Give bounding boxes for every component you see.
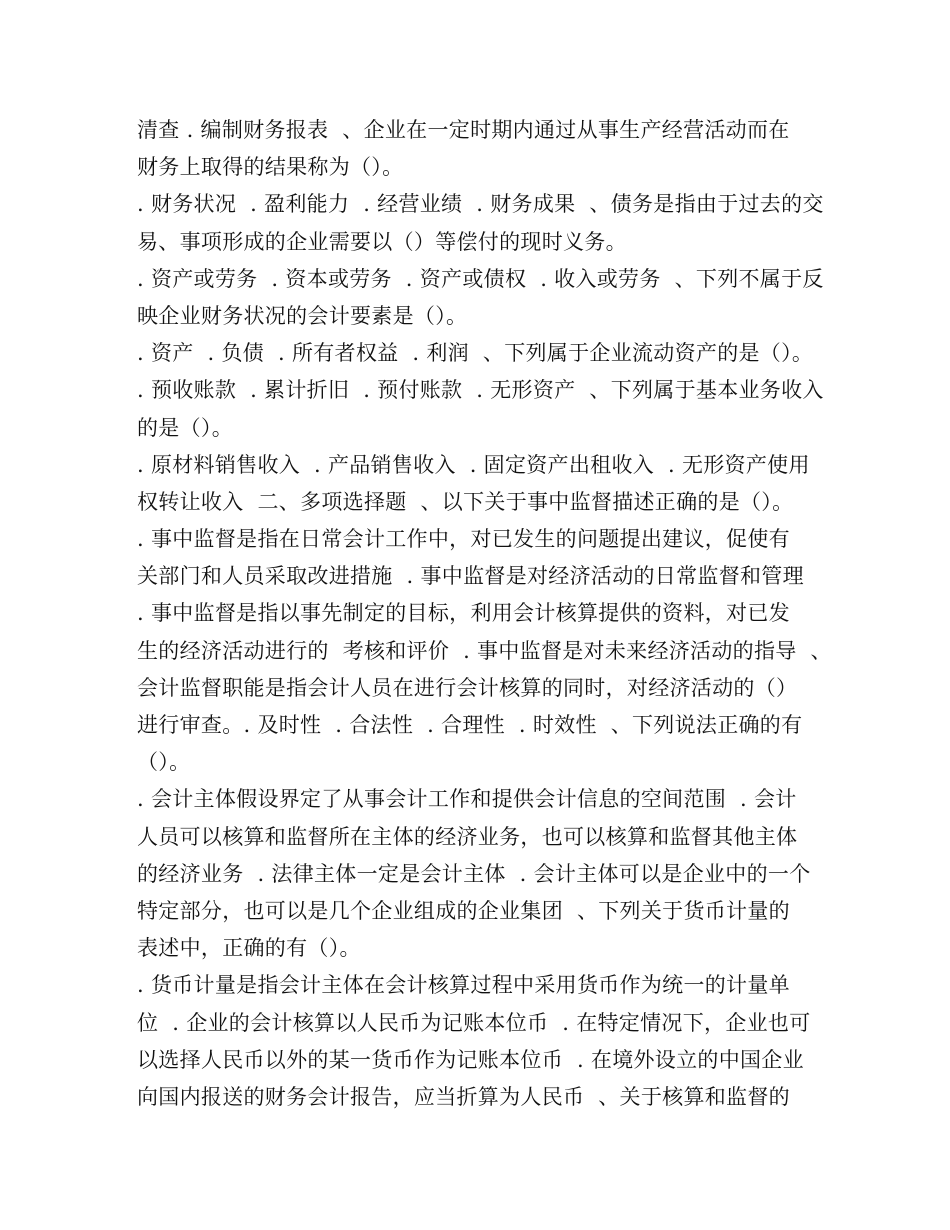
text-line: 特定部分，也可以是几个企业组成的企业集团 、下列关于货币计量的 [137,898,790,923]
text-line: . 货币计量是指会计主体在会计核算过程中采用货币作为统一的计量单 [137,973,790,998]
text-line: 表述中，正确的有（）。 [137,936,361,961]
text-line: . 资产 . 负债 . 所有者权益 . 利润 、下列属于企业流动资产的是（）。 [137,341,814,366]
text-line: 向国内报送的财务会计报告，应当折算为人民币 、关于核算和监督的 [137,1084,790,1109]
text-line: . 财务状况 . 盈利能力 . 经营业绩 . 财务成果 、债务是指由于过去的交 [137,192,824,217]
text-line: 生的经济活动进行的 考核和评价 . 事中监督是对未来经济活动的指导 、 [137,638,832,663]
text-line: 关部门和人员采取改进措施 . 事中监督是对经济活动的日常监督和管理 [137,564,804,589]
text-line: 位 . 企业的会计核算以人民币为记账本位币 . 在特定情况下，企业也可 [137,1010,811,1035]
document-body [137,112,837,1116]
text-line: 的经济业务 . 法律主体一定是会计主体 . 会计主体可以是企业中的一个 [137,861,811,886]
text-line: . 事中监督是指在日常会计工作中，对已发生的问题提出建议，促使有 [137,527,790,552]
text-line: 人员可以核算和监督所在主体的经济业务，也可以核算和监督其他主体 [137,824,798,849]
text-line: 清查 . 编制财务报表 、企业在一定时期内通过从事生产经营活动而在 [137,118,790,142]
text-line: （）。 [137,750,191,775]
text-line: . 会计主体假设界定了从事会计工作和提供会计信息的空间范围 . 会计 [137,787,797,812]
text-line: . 预收账款 . 累计折旧 . 预付账款 . 无形资产 、下列属于基本业务收入 [137,378,824,403]
text-line: 权转让收入 二、多项选择题 、以下关于事中监督描述正确的是（）。 [137,489,794,514]
text-line: . 事中监督是指以事先制定的目标，利用会计核算提供的资料，对已发 [137,601,790,626]
text-line: . 原材料销售收入 . 产品销售收入 . 固定资产出租收入 . 无形资产使用 [137,452,810,477]
text-line: 进行审查。. 及时性 . 合法性 . 合理性 . 时效性 、下列说法正确的有 [137,713,803,737]
text-line: 的是（）。 [137,415,233,440]
text-line: 财务上取得的结果称为（）。 [137,155,404,180]
text-line: 映企业财务状况的会计要素是（）。 [137,303,468,328]
text-line: . 资产或劳务 . 资本或劳务 . 资产或债权 . 收入或劳务 、下列不属于反 [137,266,824,291]
text-line: 易、事项形成的企业需要以（）等偿付的现时义务。 [137,229,627,254]
text-line: 会计监督职能是指会计人员在进行会计核算的同时，对经济活动的（） [137,675,798,700]
text-line: 以选择人民币以外的某一货币作为记账本位币 . 在境外设立的中国企业 [137,1047,804,1072]
